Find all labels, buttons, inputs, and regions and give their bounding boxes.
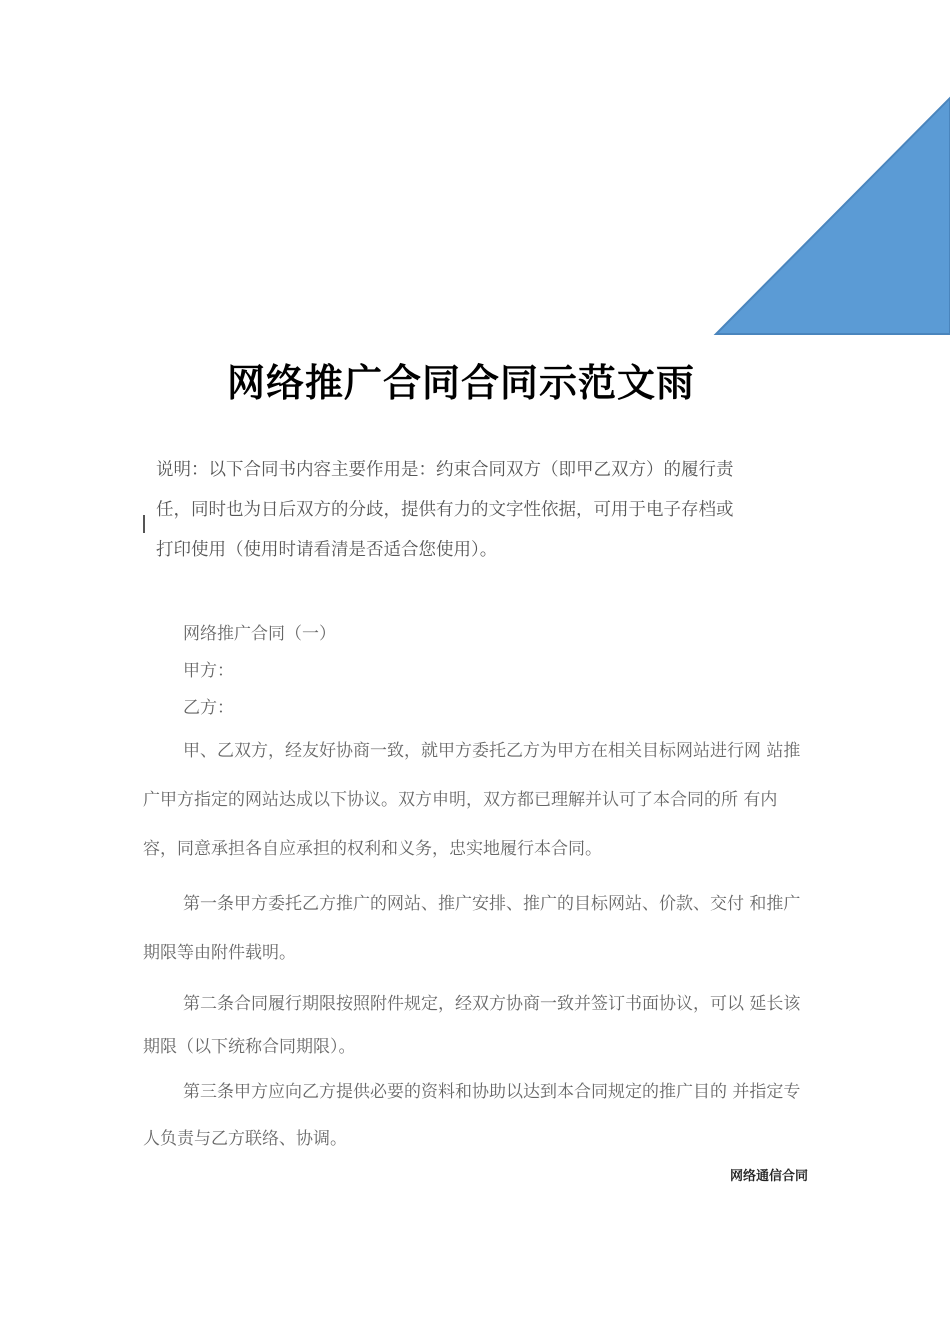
- paragraph-line: 人负责与乙方联络、协调。: [143, 1129, 347, 1149]
- text-cursor: [143, 515, 145, 533]
- usage-note: [156, 456, 796, 576]
- corner-triangle-decoration: [0, 0, 950, 340]
- paragraph-line: 期限等由附件载明。: [143, 943, 296, 963]
- footer-label: 网络通信合同: [729, 1169, 808, 1184]
- note-line: 任，同时也为日后双方的分歧，提供有力的文字性依据，可用于电子存档或: [156, 500, 734, 520]
- paragraph-line: 广甲方指定的网站达成以下协议。双方申明，双方都已理解并认可了本合同的所 有内: [143, 790, 778, 810]
- paragraph-line: 第一条甲方委托乙方推广的网站、推广安排、推广的目标网站、价款、交付 和推广: [183, 894, 801, 914]
- party-a-label: 甲方：: [183, 661, 234, 681]
- paragraph-line: 甲、乙双方，经友好协商一致，就甲方委托乙方为甲方在相关目标网站进行网 站推: [183, 741, 801, 761]
- contract-heading: 网络推广合同（一）: [183, 624, 336, 644]
- note-line: 说明：以下合同书内容主要作用是：约束合同双方（即甲乙双方）的履行责: [156, 460, 734, 480]
- paragraph-line: 第二条合同履行期限按照附件规定，经双方协商一致并签订书面协议，可以 延长该: [183, 994, 801, 1014]
- note-line: 打印使用（使用时请看清是否适合您使用）。: [156, 540, 498, 560]
- paragraph-line: 第三条甲方应向乙方提供必要的资料和协助以达到本合同规定的推广目的 并指定专: [183, 1082, 801, 1102]
- document-title: 网络推广合同合同示范文雨: [226, 361, 695, 405]
- paragraph-line: 期限（以下统称合同期限）。: [143, 1037, 356, 1057]
- paragraph-line: 容，同意承担各自应承担的权利和义务，忠实地履行本合同。: [143, 839, 602, 859]
- party-b-label: 乙方：: [183, 698, 234, 718]
